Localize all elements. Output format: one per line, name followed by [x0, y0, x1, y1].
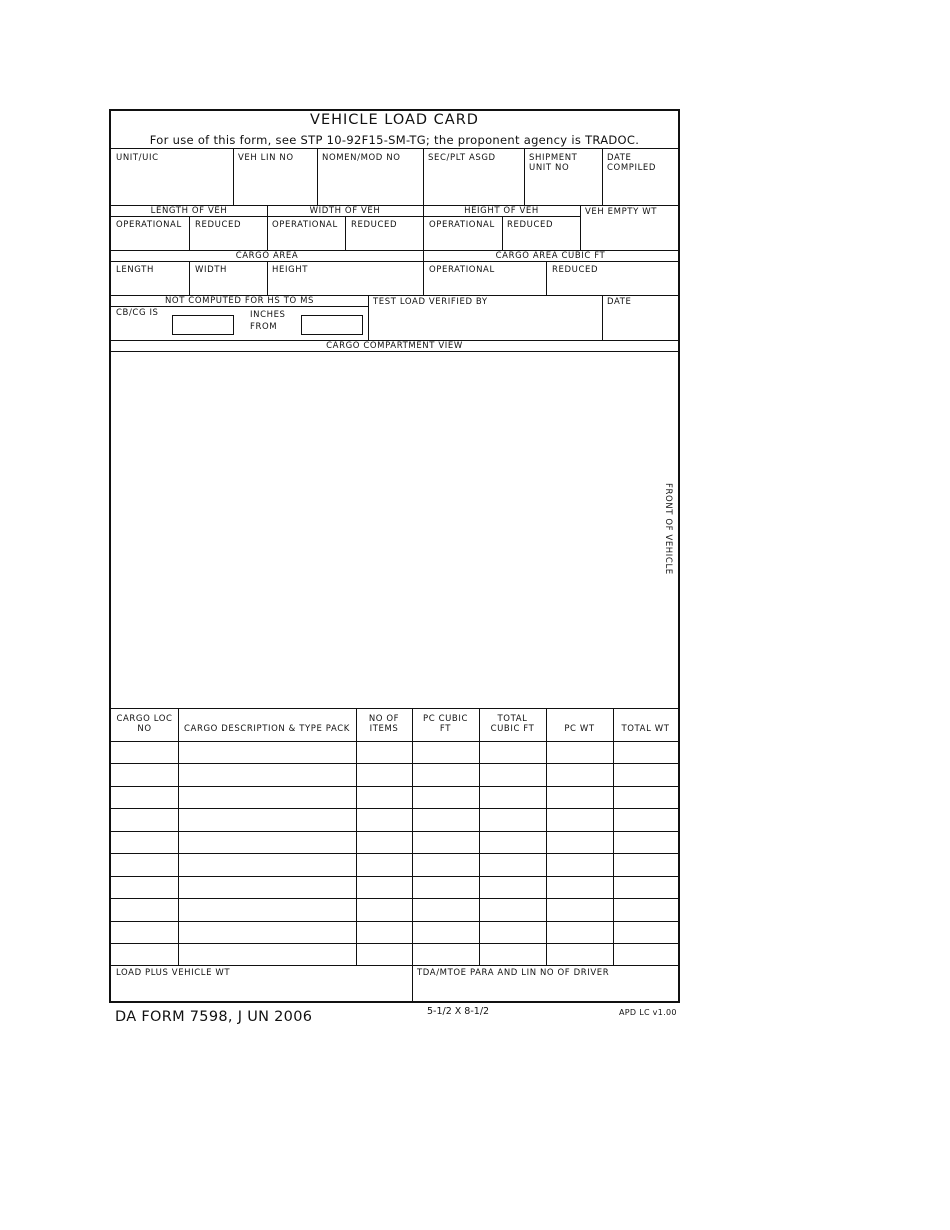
not-computed-heading: NOT COMPUTED FOR HS TO MS	[164, 296, 315, 306]
divider	[189, 216, 190, 250]
divider	[317, 148, 318, 205]
cargo-area-cubic-ft-heading: CARGO AREA CUBIC FT	[495, 251, 606, 261]
form-subtitle: For use of this form, see STP 10-92F15-SM-TG; the proponent agency is TRADOC.	[149, 133, 640, 147]
divider	[602, 148, 603, 205]
cb-cg-is-label: CB/CG IS	[116, 308, 159, 318]
form-title: VEHICLE LOAD CARD	[310, 112, 479, 128]
divider	[345, 216, 346, 250]
table-row	[111, 831, 678, 832]
divider	[368, 295, 369, 340]
table-row	[111, 898, 678, 899]
table-row	[111, 786, 678, 787]
divider	[613, 708, 614, 965]
height-reduced-field[interactable]: REDUCED	[507, 220, 554, 230]
col-header-pc-wt: PC WT	[564, 724, 595, 734]
col-header-cargo-loc-no: CARGO LOC NO	[116, 714, 173, 734]
divider	[479, 708, 480, 965]
table-row	[111, 921, 678, 922]
cargo-area-heading: CARGO AREA	[235, 251, 299, 261]
height-operational-field[interactable]: OPERATIONAL	[429, 220, 495, 230]
col-header-total-wt: TOTAL WT	[621, 724, 670, 734]
length-reduced-field[interactable]: REDUCED	[195, 220, 242, 230]
shipment-unit-no-field[interactable]: SHIPMENT UNIT NO	[529, 153, 578, 173]
divider	[356, 708, 357, 965]
cb-cg-inches-input[interactable]	[172, 315, 234, 335]
table-row	[111, 763, 678, 764]
cubic-reduced-field[interactable]: REDUCED	[552, 265, 599, 275]
table-row	[111, 853, 678, 854]
width-operational-field[interactable]: OPERATIONAL	[272, 220, 338, 230]
divider	[267, 205, 268, 250]
divider	[602, 295, 603, 340]
cargo-height-field[interactable]: HEIGHT	[272, 265, 309, 275]
verify-date-field[interactable]: DATE	[607, 297, 632, 307]
col-header-cargo-description: CARGO DESCRIPTION & TYPE PACK	[184, 724, 350, 734]
tda-mtoe-driver-field[interactable]: TDA/MTOE PARA AND LIN NO OF DRIVER	[417, 968, 610, 978]
test-load-verified-by-field[interactable]: TEST LOAD VERIFIED BY	[373, 297, 488, 307]
form-version: APD LC v1.00	[619, 1008, 677, 1017]
load-plus-vehicle-wt-field[interactable]: LOAD PLUS VEHICLE WT	[116, 968, 231, 978]
sec-plt-asgd-field[interactable]: SEC/PLT ASGD	[428, 153, 496, 163]
form-number: DA FORM 7598, J UN 2006	[115, 1009, 313, 1025]
divider	[412, 965, 413, 1001]
width-reduced-field[interactable]: REDUCED	[351, 220, 398, 230]
table-row	[111, 808, 678, 809]
divider	[189, 261, 190, 295]
divider	[546, 708, 547, 965]
cargo-compartment-view-heading: CARGO COMPARTMENT VIEW	[326, 341, 463, 351]
cargo-length-field[interactable]: LENGTH	[116, 265, 154, 275]
divider	[111, 965, 678, 966]
divider	[267, 261, 268, 295]
col-header-pc-cubic-ft: PC CUBIC FT	[423, 714, 468, 734]
cargo-compartment-drawing-area[interactable]	[111, 352, 678, 708]
divider	[423, 250, 424, 295]
table-row	[111, 876, 678, 877]
date-compiled-field[interactable]: DATE COMPILED	[607, 153, 657, 173]
divider	[111, 148, 678, 149]
height-of-veh-heading: HEIGHT OF VEH	[464, 206, 539, 216]
table-row	[111, 943, 678, 944]
veh-empty-wt-field[interactable]: VEH EMPTY WT	[585, 207, 657, 217]
nomen-mod-no-field[interactable]: NOMEN/MOD NO	[322, 153, 401, 163]
unit-uic-field[interactable]: UNIT/UIC	[116, 153, 159, 163]
length-of-veh-heading: LENGTH OF VEH	[150, 206, 228, 216]
vehicle-load-card-form	[109, 109, 680, 1003]
divider	[111, 708, 678, 709]
cubic-operational-field[interactable]: OPERATIONAL	[429, 265, 495, 275]
divider	[524, 148, 525, 205]
length-operational-field[interactable]: OPERATIONAL	[116, 220, 182, 230]
divider	[233, 148, 234, 205]
divider	[502, 216, 503, 250]
divider	[178, 708, 179, 965]
form-size: 5-1/2 X 8-1/2	[427, 1006, 490, 1017]
veh-lin-no-field[interactable]: VEH LIN NO	[238, 153, 294, 163]
divider	[423, 148, 424, 205]
front-of-vehicle-label: FRONT OF VEHICLE	[663, 483, 673, 575]
col-header-no-of-items: NO OF ITEMS	[368, 714, 400, 734]
width-of-veh-heading: WIDTH OF VEH	[309, 206, 381, 216]
divider	[111, 741, 678, 742]
cargo-width-field[interactable]: WIDTH	[195, 265, 228, 275]
col-header-total-cubic-ft: TOTAL CUBIC FT	[490, 714, 535, 734]
inches-from-label: INCHES FROM	[250, 310, 286, 332]
divider	[546, 261, 547, 295]
inches-from-input[interactable]	[301, 315, 363, 335]
divider	[412, 708, 413, 965]
divider	[423, 205, 424, 250]
divider	[111, 261, 678, 262]
divider	[111, 306, 368, 307]
divider	[580, 205, 581, 250]
